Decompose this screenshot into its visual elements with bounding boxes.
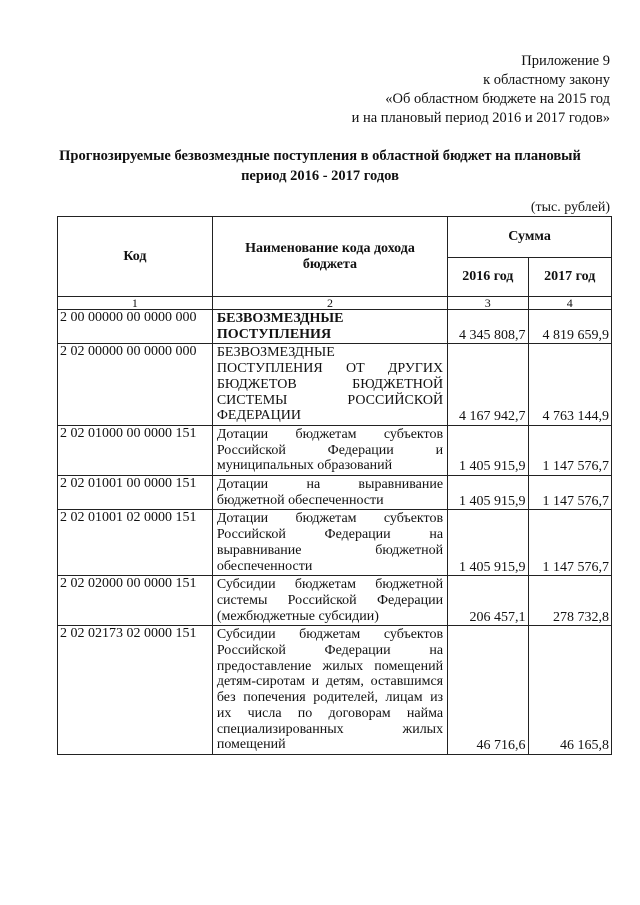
header-sum: Сумма <box>448 217 612 258</box>
column-number-row <box>58 297 612 310</box>
row-code: 2 02 01000 00 0000 151 <box>58 425 213 475</box>
appendix-line: «Об областном бюджете на 2015 год <box>385 91 610 107</box>
document-title <box>30 146 610 186</box>
row-value-2016: 4 167 942,7 <box>448 344 528 426</box>
units-note: (тыс. рублей) <box>530 200 610 215</box>
row-code: 2 02 02000 00 0000 151 <box>58 576 213 626</box>
row-value-2016: 1 405 915,9 <box>448 476 528 510</box>
row-value-2017: 4 819 659,9 <box>528 310 611 344</box>
row-value-2016: 206 457,1 <box>448 576 528 626</box>
row-code: 2 00 00000 00 0000 000 <box>58 310 213 344</box>
row-name: Дотации бюджетам субъектов Российской Федерации на выравнивание бюджетной обеспеченности <box>212 510 447 576</box>
header-year-2017: 2017 год <box>528 258 611 297</box>
appendix-line: Приложение 9 <box>521 53 610 69</box>
table-row <box>58 344 612 426</box>
column-number: 2 <box>212 297 447 310</box>
table-row <box>58 626 612 755</box>
row-name: Субсидии бюджетам бюджетной системы Российской Федерации (межбюджетные субсидии) <box>212 576 447 626</box>
header-code: Код <box>58 217 213 297</box>
row-value-2016: 4 345 808,7 <box>448 310 528 344</box>
row-code: 2 02 01001 00 0000 151 <box>58 476 213 510</box>
row-name: БЕЗВОЗМЕЗДНЫЕ ПОСТУПЛЕНИЯ ОТ ДРУГИХ БЮДЖЕТОВ БЮДЖЕТНОЙ СИСТЕМЫ РОССИЙСКОЙ ФЕДЕРАЦИИ <box>212 344 447 426</box>
row-name: Субсидии бюджетам субъектов Российской Федерации на предоставление жилых помещений детям-сиротам и детям, оставшимся без попечения родителей, лицам из их числа по договорам найма специализированных жилых помещений <box>212 626 447 755</box>
row-name: Дотации на выравнивание бюджетной обеспеченности <box>212 476 447 510</box>
title-line: Прогнозируемые безвозмездные поступления в областной бюджет на плановый <box>59 148 581 164</box>
row-value-2017: 1 147 576,7 <box>528 425 611 475</box>
table-row <box>58 510 612 576</box>
row-code: 2 02 02173 02 0000 151 <box>58 626 213 755</box>
row-value-2016: 1 405 915,9 <box>448 425 528 475</box>
column-number: 3 <box>448 297 528 310</box>
revenue-table <box>57 216 612 755</box>
row-value-2017: 46 165,8 <box>528 626 611 755</box>
column-number: 4 <box>528 297 611 310</box>
row-value-2017: 1 147 576,7 <box>528 476 611 510</box>
row-name: БЕЗВОЗМЕЗДНЫЕ ПОСТУПЛЕНИЯ <box>212 310 447 344</box>
header-year-2016: 2016 год <box>448 258 528 297</box>
row-name: Дотации бюджетам субъектов Российской Федерации и муниципальных образований <box>212 425 447 475</box>
row-value-2017: 1 147 576,7 <box>528 510 611 576</box>
table-row <box>58 310 612 344</box>
header-name: Наименование кода дохода бюджета <box>212 217 447 297</box>
column-number: 1 <box>58 297 213 310</box>
row-value-2017: 278 732,8 <box>528 576 611 626</box>
table-row <box>58 476 612 510</box>
table-row <box>58 576 612 626</box>
row-code: 2 02 01001 02 0000 151 <box>58 510 213 576</box>
title-line: период 2016 - 2017 годов <box>241 168 399 184</box>
table-header-row <box>58 217 612 258</box>
table-row <box>58 425 612 475</box>
appendix-header <box>352 52 610 128</box>
appendix-line: и на плановый период 2016 и 2017 годов» <box>351 110 610 126</box>
row-code: 2 02 00000 00 0000 000 <box>58 344 213 426</box>
row-value-2016: 46 716,6 <box>448 626 528 755</box>
appendix-line: к областному закону <box>483 72 610 88</box>
row-value-2017: 4 763 144,9 <box>528 344 611 426</box>
row-value-2016: 1 405 915,9 <box>448 510 528 576</box>
